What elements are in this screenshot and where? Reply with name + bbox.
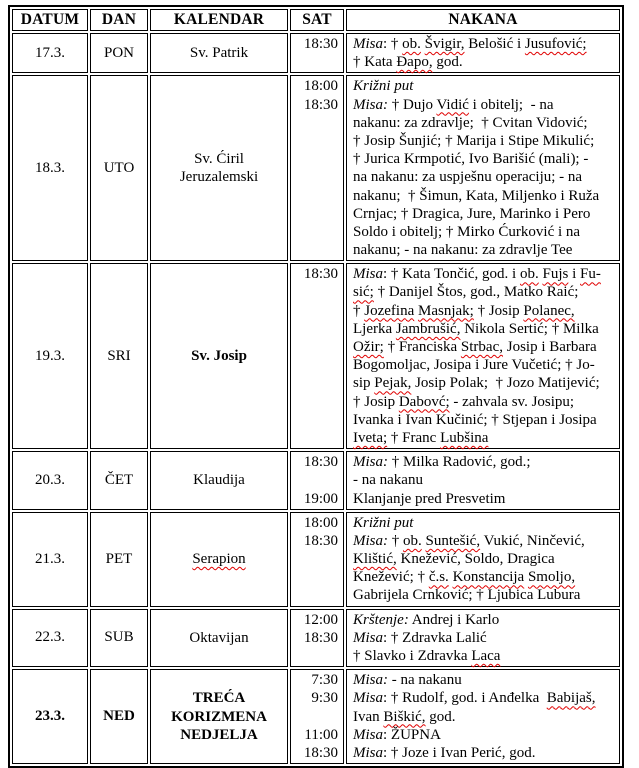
- sat-empty-line: [291, 708, 343, 726]
- text-segment: Križni put: [353, 78, 414, 95]
- text-segment: Belošić i: [464, 36, 525, 52]
- sat-empty-line: [291, 241, 343, 259]
- misspelled-word: Fu-: [580, 266, 601, 283]
- misspelled-word: Serapion: [192, 551, 246, 568]
- text-segment: † Kata: [353, 54, 397, 71]
- text-segment: † Franc: [387, 429, 441, 446]
- dan-cell: NED: [90, 669, 148, 764]
- misspelled-word: č.s.: [428, 569, 449, 586]
- text-segment: - na nakanu: [353, 472, 423, 489]
- sat-empty-line: [291, 374, 343, 392]
- misspelled-word: ob.: [403, 532, 422, 549]
- datum-cell: 23.3.: [12, 669, 88, 764]
- nakana-line: [347, 429, 619, 447]
- nakana-line: [347, 568, 619, 586]
- nakana-line: [347, 132, 619, 150]
- misspelled-word: Klištić,: [353, 551, 397, 568]
- misspelled-word: Pejak,: [374, 375, 412, 392]
- nakana-line: [347, 96, 619, 114]
- sat-empty-line: [291, 150, 343, 168]
- nakana-line: [347, 586, 619, 604]
- kalendar-line: Oktavijan: [189, 629, 249, 646]
- text-segment: † Josip: [473, 302, 524, 319]
- text-segment: Knežević; †: [353, 569, 429, 586]
- nakana-line: [347, 514, 619, 532]
- nakana-cell: [346, 75, 620, 261]
- text-segment: : † Kata Tončić, god. i: [383, 266, 520, 283]
- text-segment: : † Zdravka Lalić: [383, 629, 487, 646]
- sat-time: 18:30: [303, 629, 338, 646]
- sat-empty-line: [291, 338, 343, 356]
- text-segment: Misa: [353, 266, 383, 283]
- nakana-line: [347, 77, 619, 95]
- sat-cell: [290, 75, 344, 261]
- text-segment: † Dujo: [388, 96, 437, 113]
- sat-time: 12:00: [303, 611, 338, 628]
- text-segment: i obitelj; - na: [468, 96, 554, 113]
- text-segment: Andrej i Karlo: [408, 611, 500, 628]
- text-segment: † Danijel Štos, god., Matko Raić;: [373, 284, 579, 301]
- sat-empty-line: [291, 393, 343, 411]
- sat-empty-line: [291, 568, 343, 586]
- misspelled-word: Polanec,: [523, 302, 575, 319]
- sat-empty-line: [291, 471, 343, 489]
- nakana-cell: [346, 33, 620, 73]
- misspelled-word: Biškić,: [383, 708, 426, 725]
- text-segment: † Jurica Krmpotić, Ivo Barišić (mali); -: [353, 151, 589, 168]
- sat-time: 18:30: [303, 454, 338, 471]
- nakana-line: [347, 150, 619, 168]
- text-segment: nakanu; † Šimun, Kata, Miljenko i Ruža: [353, 187, 600, 204]
- text-segment: god.: [425, 708, 456, 725]
- text-segment: Ivan: [353, 708, 384, 725]
- sat-time: 18:00: [303, 78, 338, 95]
- text-segment: : ŽUPNA: [383, 726, 441, 743]
- text-segment: Ivanka i Ivan Kučinić; † Stjepan i Josipa: [353, 411, 597, 428]
- sat-empty-line: [291, 168, 343, 186]
- text-segment: Misa:: [353, 532, 388, 549]
- sat-cell: [290, 669, 344, 764]
- text-segment: † Franciska: [383, 339, 461, 355]
- misspelled-word: Iveta;: [353, 429, 388, 446]
- text-segment: † Milka Radović, god.;: [388, 454, 531, 471]
- datum-cell: 20.3.: [12, 451, 88, 510]
- text-segment: Gabrijela Crnković; † Ljubica Lubura: [353, 587, 581, 604]
- text-segment: Knežević, Soldo, Dragica: [396, 551, 555, 568]
- kalendar-cell: [150, 609, 288, 668]
- kalendar-cell: [150, 263, 288, 449]
- kalendar-line: Sv. Ćiril: [194, 151, 244, 168]
- text-segment: Misa: [353, 690, 383, 707]
- nakana-line: [347, 647, 619, 665]
- schedule-row: [12, 451, 620, 510]
- schedule-row: [12, 669, 620, 764]
- text-segment: : †: [383, 36, 403, 52]
- text-segment: Klanjanje pred Presvetim: [353, 490, 506, 507]
- col-header-kalendar: KALENDAR: [150, 9, 288, 31]
- nakana-line: [347, 241, 619, 259]
- text-segment: sip: [353, 375, 375, 392]
- misspelled-word: Babijaš,: [546, 690, 596, 707]
- kalendar-line: Sv. Josip: [191, 348, 247, 365]
- col-header-dan: DAN: [90, 9, 148, 31]
- dan-cell: PON: [90, 33, 148, 73]
- kalendar-line: KORIZMENA: [171, 708, 267, 725]
- text-segment: Misa: [353, 36, 383, 52]
- schedule-table: [8, 5, 624, 768]
- datum-cell: 18.3.: [12, 75, 88, 261]
- col-header-datum: DATUM: [12, 9, 88, 31]
- nakana-line: [347, 187, 619, 205]
- header-row: [12, 9, 620, 31]
- misspelled-word: Konstancija: [452, 569, 525, 586]
- misspelled-word: Švigir,: [424, 36, 465, 52]
- schedule-row: [12, 263, 620, 449]
- text-segment: Crnjac; † Dragica, Jure, Marinko i Pero: [353, 205, 591, 222]
- schedule-body: [12, 33, 620, 764]
- misspelled-word: Strbac,: [460, 339, 503, 355]
- sat-empty-line: [291, 205, 343, 223]
- text-segment: Krštenje:: [353, 611, 409, 628]
- text-segment: Misa:: [353, 672, 388, 689]
- text-segment: Misa:: [353, 96, 388, 113]
- sat-cell: [290, 512, 344, 607]
- misspelled-word: ob.: [519, 266, 539, 283]
- sat-time: 9:30: [311, 690, 338, 707]
- text-segment: †: [353, 302, 365, 319]
- sat-empty-line: [291, 302, 343, 320]
- kalendar-line: Sv. Patrik: [189, 45, 249, 62]
- sat-empty-line: [291, 114, 343, 132]
- sat-empty-line: [291, 356, 343, 374]
- sat-empty-line: [291, 320, 343, 338]
- misspelled-word: Masnjak;: [417, 302, 474, 319]
- text-segment: god.: [432, 54, 463, 71]
- nakana-cell: [346, 669, 620, 764]
- schedule-row: [12, 609, 620, 668]
- text-segment: Vukić, Ninčević,: [480, 532, 585, 549]
- sat-empty-line: [291, 53, 343, 71]
- nakana-line: [347, 53, 619, 71]
- nakana-line: [347, 356, 619, 374]
- misspelled-word: Fujs: [542, 266, 569, 283]
- nakana-cell: [346, 263, 620, 449]
- nakana-line: [347, 490, 619, 508]
- kalendar-cell: [150, 75, 288, 261]
- sat-cell: [290, 609, 344, 668]
- text-segment: Misa: [353, 744, 383, 761]
- misspelled-word: Đapo,: [396, 54, 433, 71]
- dan-cell: UTO: [90, 75, 148, 261]
- sat-time: 18:30: [303, 532, 338, 549]
- dan-cell: PET: [90, 512, 148, 607]
- nakana-line: [347, 629, 619, 647]
- sat-cell: [290, 33, 344, 73]
- misspelled-word: Vidić: [436, 96, 469, 113]
- col-header-nakana: NAKANA: [346, 9, 620, 31]
- nakana-line: [347, 453, 619, 471]
- nakana-line: [347, 393, 619, 411]
- sat-empty-line: [291, 429, 343, 447]
- text-segment: † Slavko i Zdravka: [353, 648, 472, 664]
- misspelled-word: sić;: [353, 284, 374, 301]
- sat-time: 11:00: [304, 726, 338, 743]
- sat-cell: [290, 263, 344, 449]
- nakana-line: [347, 302, 619, 320]
- nakana-line: [347, 338, 619, 356]
- misspelled-word: ob.: [402, 36, 421, 52]
- misspelled-word: Ožir;: [353, 339, 384, 355]
- nakana-line: [347, 671, 619, 689]
- schedule-row: [12, 75, 620, 261]
- misspelled-word: Jusufović;: [524, 36, 587, 52]
- dan-cell: ČET: [90, 451, 148, 510]
- misspelled-word: Suntešić,: [425, 532, 481, 549]
- nakana-line: [347, 471, 619, 489]
- sat-time: 18:30: [303, 36, 338, 52]
- sat-cell: [290, 451, 344, 510]
- nakana-line: [347, 532, 619, 550]
- sat-time: 18:00: [303, 514, 338, 531]
- misspelled-word: Lubšina: [440, 429, 489, 446]
- text-segment: : † Rudolf, god. i Anđelka: [383, 690, 547, 707]
- text-segment: Josip Polak; † Jozo Matijević;: [411, 375, 600, 392]
- text-segment: na nakanu: za uspješnu operaciju; - na: [353, 169, 583, 186]
- col-header-sat: SAT: [290, 9, 344, 31]
- nakana-line: [347, 374, 619, 392]
- nakana-line: [347, 320, 619, 338]
- sat-empty-line: [291, 223, 343, 241]
- text-segment: Josip i Barbara: [502, 339, 597, 355]
- nakana-line: [347, 223, 619, 241]
- sat-empty-line: [291, 647, 343, 665]
- text-segment: nakanu; - na nakanu: za zdravlje Tee: [353, 242, 573, 259]
- sat-time: 19:00: [303, 490, 338, 507]
- text-segment: Bogomoljac, Josipa i Jure Vučetić; † Jo-: [353, 357, 595, 374]
- text-segment: i: [568, 266, 581, 283]
- sat-empty-line: [291, 187, 343, 205]
- schedule-row: [12, 512, 620, 607]
- kalendar-cell: [150, 512, 288, 607]
- text-segment: - zahvala sv. Josipu;: [449, 393, 575, 410]
- nakana-cell: [346, 451, 620, 510]
- nakana-line: [347, 611, 619, 629]
- nakana-line: [347, 726, 619, 744]
- nakana-line: [347, 283, 619, 301]
- sat-empty-line: [291, 586, 343, 604]
- nakana-line: [347, 168, 619, 186]
- nakana-cell: [346, 512, 620, 607]
- schedule-row: [12, 33, 620, 73]
- sat-empty-line: [291, 132, 343, 150]
- text-segment: † Josip Šunjić; † Marija i Stipe Mikulić;: [353, 132, 595, 149]
- datum-cell: 21.3.: [12, 512, 88, 607]
- text-segment: nakanu: za zdravlje; † Cvitan Vidović;: [353, 114, 588, 131]
- kalendar-line: [151, 550, 287, 568]
- text-segment: † Josip: [353, 393, 399, 410]
- nakana-cell: [346, 609, 620, 668]
- nakana-line: [347, 35, 619, 53]
- text-segment: Ljerka: [353, 320, 396, 337]
- kalendar-cell: [150, 33, 288, 73]
- misspelled-word: Jambrušić,: [395, 320, 461, 337]
- text-segment: Misa:: [353, 454, 388, 471]
- nakana-line: [347, 265, 619, 283]
- datum-cell: 19.3.: [12, 263, 88, 449]
- sat-empty-line: [291, 283, 343, 301]
- nakana-line: [347, 205, 619, 223]
- text-segment: †: [388, 532, 403, 549]
- nakana-line: [347, 708, 619, 726]
- nakana-line: [347, 744, 619, 762]
- misspelled-word: Jozefina: [364, 302, 415, 319]
- kalendar-line: NEDJELJA: [180, 726, 258, 743]
- sat-empty-line: [291, 550, 343, 568]
- text-segment: : † Joze i Ivan Perić, god.: [383, 744, 536, 761]
- nakana-line: [347, 550, 619, 568]
- text-segment: Soldo i obitelj; † Mirko Ćurković i na: [353, 223, 581, 240]
- text-segment: Misa: [353, 726, 383, 743]
- sat-time: 18:30: [303, 266, 338, 283]
- kalendar-cell: [150, 451, 288, 510]
- kalendar-line: Jeruzalemski: [179, 169, 259, 186]
- datum-cell: 17.3.: [12, 33, 88, 73]
- datum-cell: 22.3.: [12, 609, 88, 668]
- sat-time: 7:30: [311, 672, 338, 689]
- text-segment: Križni put: [353, 514, 414, 531]
- kalendar-line: TREĆA: [192, 690, 246, 707]
- kalendar-line: Klaudija: [193, 472, 245, 489]
- sat-empty-line: [291, 411, 343, 429]
- nakana-line: [347, 689, 619, 707]
- misspelled-word: Dabovć;: [398, 393, 450, 410]
- text-segment: - na nakanu: [388, 672, 462, 689]
- dan-cell: SRI: [90, 263, 148, 449]
- sat-time: 18:30: [303, 96, 338, 113]
- misspelled-word: Smoljo,: [527, 569, 576, 586]
- text-segment: Nikola Sertić; † Milka: [460, 320, 599, 337]
- nakana-line: [347, 114, 619, 132]
- nakana-line: [347, 411, 619, 429]
- dan-cell: SUB: [90, 609, 148, 668]
- sat-time: 18:30: [303, 744, 338, 761]
- kalendar-cell: [150, 669, 288, 764]
- text-segment: Misa: [353, 629, 383, 646]
- misspelled-word: Laca: [471, 648, 501, 664]
